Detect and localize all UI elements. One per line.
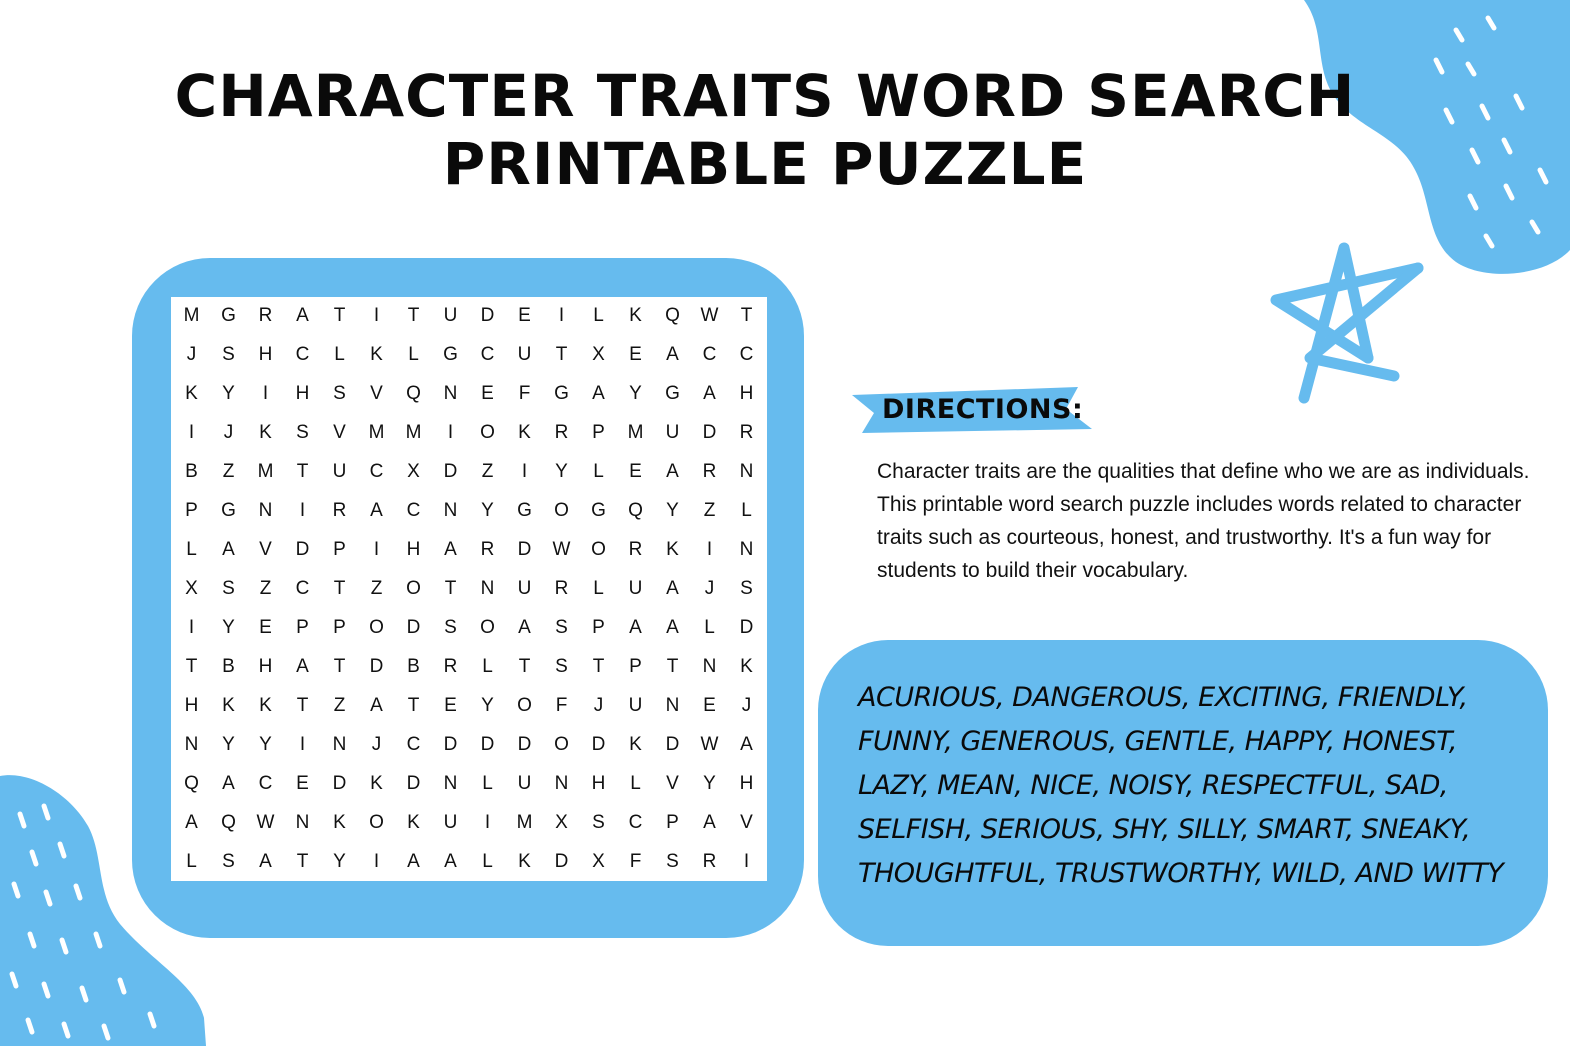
grid-cell: L [408,344,419,366]
grid-cell: H [406,539,421,561]
grid-cell: A [222,772,235,794]
grid-cell: A [259,850,272,872]
grid-cell: M [516,811,533,833]
grid-cell: V [370,383,383,405]
directions-text: Character traits are the qualities that define who we are as individuals. This printable word search puzzle includes words related to character traits such as courteous, honest, and trustworthy. It's a fun way for students to build their vocabulary. [877,460,1530,582]
grid-cell: S [666,850,679,872]
grid-cell: R [480,539,495,561]
grid-cell: Z [222,461,235,483]
grid-cell: D [295,539,310,561]
grid-cell: D [702,422,717,444]
grid-cell: I [558,305,565,327]
grid-cell: M [405,422,422,444]
grid-cell: S [222,850,235,872]
grid-cell: K [629,305,642,327]
grid-cell: P [333,539,346,561]
grid-cell: X [592,344,605,366]
grid-cell: G [591,500,606,522]
grid-cell: D [480,305,495,327]
grid-cell: G [517,500,532,522]
grid-cell: B [185,461,198,483]
grid-cell: Q [184,772,199,794]
grid-cell: P [666,811,679,833]
grid-cell: O [517,694,532,716]
grid-cell: K [629,733,642,755]
grid-cell: J [704,577,715,599]
grid-cell: O [591,539,606,561]
grid-cell: B [407,655,420,677]
grid-cell: K [185,383,198,405]
grid-cell: M [183,305,200,327]
grid-cell: U [443,811,458,833]
grid-cell: O [369,616,384,638]
grid-cell: K [333,811,346,833]
grid-cell: U [665,422,680,444]
grid-cell: K [259,694,272,716]
grid-cell: R [702,850,717,872]
grid-cell: E [518,305,531,327]
grid-cell: D [517,539,532,561]
grid-cell: W [700,305,719,327]
grid-cell: Z [333,694,346,716]
grid-cell: I [188,616,195,638]
grid-cell: G [665,383,680,405]
grid-cell: E [703,694,716,716]
grid-cell: X [555,811,568,833]
grid-cell: U [628,694,643,716]
grid-cell: H [295,383,310,405]
grid-cell: D [517,733,532,755]
grid-cell: T [740,305,753,327]
grid-cell: W [700,733,719,755]
grid-cell: C [406,733,421,755]
grid-cell: N [443,383,458,405]
grid-cell: C [628,811,643,833]
grid-cell: S [555,655,568,677]
grid-cell: O [406,577,421,599]
grid-cell: R [258,305,273,327]
grid-cell: R [554,422,569,444]
grid-cell: S [592,811,605,833]
grid-cell: P [185,500,198,522]
grid-cell: Y [555,461,568,483]
grid-cell: Q [221,811,236,833]
grid-cell: G [221,305,236,327]
grid-cell: D [332,772,347,794]
grid-cell: M [257,461,274,483]
grid-cell: A [407,850,420,872]
grid-cell: H [258,344,273,366]
grid-cell: K [740,655,753,677]
grid-cell: D [739,616,754,638]
grid-cell: U [517,772,532,794]
grid-cell: K [518,422,531,444]
grid-cell: I [299,500,306,522]
word-list-line: ACURIOUS, DANGEROUS, EXCITING, FRIENDLY, [858,682,1468,713]
grid-cell: Z [259,577,272,599]
grid-cell: H [591,772,606,794]
grid-cell: A [185,811,198,833]
grid-cell: R [628,539,643,561]
grid-cell: D [369,655,384,677]
grid-cell: D [406,772,421,794]
grid-cell: R [332,500,347,522]
grid-cell: I [743,850,750,872]
grid-cell: I [373,850,380,872]
grid-cell: Y [666,500,679,522]
grid-cell: D [406,616,421,638]
grid-cell: P [629,655,642,677]
grid-cell: L [482,772,493,794]
grid-cell: P [592,616,605,638]
grid-cell: U [443,305,458,327]
grid-cell: O [369,811,384,833]
grid-cell: V [259,539,272,561]
grid-cell: T [407,694,420,716]
grid-cell: Y [481,694,494,716]
grid-cell: Q [628,500,643,522]
grid-cell: H [258,655,273,677]
grid-cell: C [702,344,717,366]
grid-cell: E [259,616,272,638]
grid-cell: G [443,344,458,366]
grid-cell: Y [259,733,272,755]
grid-cell: O [480,422,495,444]
grid-cell: O [554,733,569,755]
word-list-line: SELFISH, SERIOUS, SHY, SILLY, SMART, SNEAKY, [858,814,1471,845]
grid-cell: B [222,655,235,677]
grid-cell: L [593,461,604,483]
word-search-grid [171,297,767,881]
grid-cell: T [407,305,420,327]
grid-cell: N [739,539,754,561]
grid-cell: K [370,772,383,794]
grid-cell: R [554,577,569,599]
grid-cell: N [258,500,273,522]
grid-cell: H [184,694,199,716]
grid-cell: V [666,772,679,794]
grid-cell: K [666,539,679,561]
grid-cell: T [333,305,346,327]
grid-cell: U [517,577,532,599]
grid-cell: I [706,539,713,561]
grid-cell: L [186,850,197,872]
grid-cell: F [518,383,531,405]
grid-cell: A [296,655,309,677]
grid-cell: L [593,577,604,599]
grid-cell: A [666,616,679,638]
grid-cell: Z [370,577,383,599]
grid-cell: R [739,422,754,444]
grid-cell: F [555,694,568,716]
grid-cell: L [741,500,752,522]
grid-cell: A [296,305,309,327]
grid-cell: P [592,422,605,444]
grid-cell: D [591,733,606,755]
grid-cell: X [407,461,420,483]
title-line-1: CHARACTER TRAITS WORD SEARCH [174,62,1356,130]
grid-cell: U [517,344,532,366]
grid-cell: Y [629,383,642,405]
grid-cell: D [443,733,458,755]
grid-cell: S [555,616,568,638]
grid-cell: D [665,733,680,755]
word-list-line: FUNNY, GENEROUS, GENTLE, HAPPY, HONEST, [858,726,1457,757]
grid-cell: S [222,577,235,599]
grid-cell: C [739,344,754,366]
grid-cell: H [739,772,754,794]
grid-cell: A [703,383,716,405]
grid-cell: C [295,344,310,366]
grid-cell: L [704,616,715,638]
grid-cell: Q [406,383,421,405]
grid-cell: I [299,733,306,755]
grid-cell: K [259,422,272,444]
grid-cell: U [332,461,347,483]
grid-cell: S [740,577,753,599]
grid-cell: I [262,383,269,405]
grid-cell: A [222,539,235,561]
grid-cell: T [592,655,605,677]
grid-cell: N [443,500,458,522]
grid-cell: T [296,461,309,483]
grid-cell: D [480,733,495,755]
grid-cell: T [296,694,309,716]
grid-cell: T [333,655,346,677]
grid-cell: A [444,539,457,561]
grid-cell: Z [703,500,716,522]
grid-cell: I [188,422,195,444]
grid-cell: D [554,850,569,872]
word-list-line: THOUGHTFUL, TRUSTWORTHY, WILD, AND WITTY [858,858,1504,889]
page-title [0,62,1530,198]
grid-cell: G [221,500,236,522]
grid-cell: P [296,616,309,638]
grid-cell: N [332,733,347,755]
grid-cell: Y [222,383,235,405]
grid-cell: A [666,461,679,483]
grid-cell: N [554,772,569,794]
grid-cell: I [373,305,380,327]
grid-cell: T [296,850,309,872]
grid-cell: S [296,422,309,444]
grid-cell: J [593,694,604,716]
grid-cell: C [369,461,384,483]
grid-cell: N [665,694,680,716]
grid-cell: J [371,733,382,755]
grid-cell: Q [665,305,680,327]
grid-cell: K [222,694,235,716]
grid-cell: I [484,811,491,833]
grid-cell: K [407,811,420,833]
grid-cell: R [443,655,458,677]
grid-cell: S [444,616,457,638]
grid-cell: T [333,577,346,599]
directions-label: DIRECTIONS: [882,394,1084,425]
grid-cell: T [444,577,457,599]
grid-cell: Y [222,733,235,755]
grid-cell: N [702,655,717,677]
grid-cell: V [333,422,346,444]
grid-cell: E [444,694,457,716]
grid-cell: E [481,383,494,405]
grid-cell: F [629,850,642,872]
word-list-line: LAZY, MEAN, NICE, NOISY, RESPECTFUL, SAD, [858,770,1448,801]
grid-cell: A [666,577,679,599]
grid-cell: P [333,616,346,638]
grid-cell: S [333,383,346,405]
grid-cell: U [628,577,643,599]
grid-cell: A [629,616,642,638]
grid-cell: C [295,577,310,599]
grid-cell: O [480,616,495,638]
grid-cell: L [482,850,493,872]
grid-cell: L [630,772,641,794]
grid-cell: N [739,461,754,483]
grid-cell: A [444,850,457,872]
title-line-2: PRINTABLE PUZZLE [442,130,1088,198]
grid-cell: M [627,422,644,444]
grid-cell: T [518,655,531,677]
grid-cell: L [482,655,493,677]
grid-cell: A [740,733,753,755]
grid-cell: G [554,383,569,405]
grid-cell: W [552,539,571,561]
grid-cell: T [555,344,568,366]
grid-cell: O [554,500,569,522]
grid-cell: J [186,344,197,366]
grid-cell: L [593,305,604,327]
word-list [858,676,1538,896]
grid-cell: E [296,772,309,794]
grid-cell: A [370,694,383,716]
grid-cell: L [186,539,197,561]
grid-cell: S [222,344,235,366]
grid-cell: N [295,811,310,833]
grid-cell: A [703,811,716,833]
grid-cell: I [521,461,528,483]
grid-cell: L [334,344,345,366]
grid-cell: A [666,344,679,366]
grid-cell: M [368,422,385,444]
grid-cell: Y [481,500,494,522]
grid-cell: X [592,850,605,872]
grid-cell: N [480,577,495,599]
grid-cell: K [370,344,383,366]
star-doodle-icon [1270,240,1430,406]
grid-cell: Y [703,772,716,794]
grid-cell: E [629,344,642,366]
grid-cell: T [185,655,198,677]
grid-cell: N [184,733,199,755]
grid-cell: Y [222,616,235,638]
grid-cell: I [373,539,380,561]
grid-cell: C [258,772,273,794]
grid-cell: W [256,811,275,833]
grid-cell: X [185,577,198,599]
grid-cell: H [739,383,754,405]
grid-cell: J [741,694,752,716]
grid-cell: Y [333,850,346,872]
grid-cell: D [443,461,458,483]
grid-cell: C [480,344,495,366]
grid-cell: K [518,850,531,872]
grid-cell: I [447,422,454,444]
grid-cell: C [406,500,421,522]
grid-cell: A [370,500,383,522]
grid-cell: A [592,383,605,405]
grid-cell: Z [481,461,494,483]
grid-cell: V [740,811,753,833]
grid-cell: A [518,616,531,638]
grid-cell: J [223,422,234,444]
grid-cell: T [666,655,679,677]
grid-cell: R [702,461,717,483]
grid-cell: N [443,772,458,794]
grid-cell: E [629,461,642,483]
